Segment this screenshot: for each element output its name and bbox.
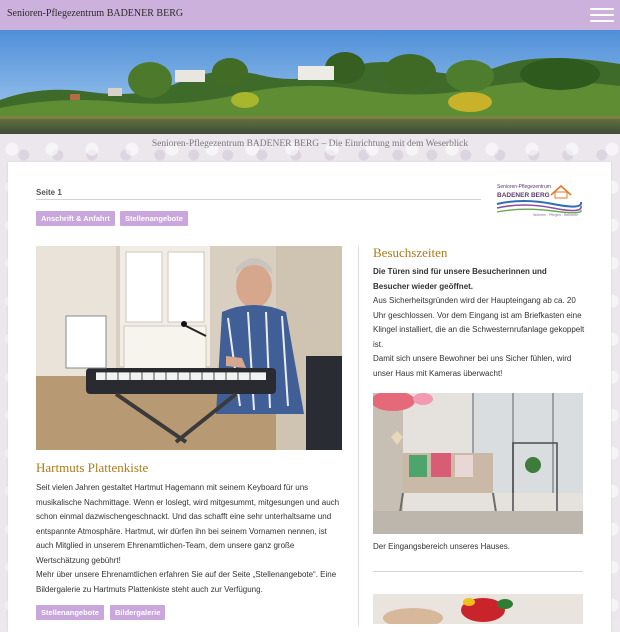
article-paragraph: Damit sich unsere Bewohner bei uns Sicher fühlen, wird unser Haus mit Kameras überwacht! xyxy=(373,354,572,378)
keyboard-player-photo[interactable] xyxy=(36,246,342,450)
tag-anschrift-anfahrt[interactable]: Anschrift & Anfahrt xyxy=(36,211,115,226)
page-divider xyxy=(36,199,481,200)
logo-line1: Senioren-Pflegezentrum xyxy=(497,184,551,190)
column-divider xyxy=(358,246,359,626)
article-body-plattenkiste xyxy=(36,481,342,597)
site-title[interactable]: Senioren-Pflegezentrum BADENER BERG xyxy=(7,8,184,19)
header-banner-image xyxy=(0,30,620,134)
article-paragraph: Mehr über unsere Ehrenamtlichen erfahren Sie auf der Seite „Stellenangebote“. Eine Bildergalerie zu Hartmuts Plattenkiste steht auch zur Verfügung. xyxy=(36,570,337,594)
logo-line2: BADENER BERG xyxy=(497,192,550,199)
article-title-plattenkiste: Hartmuts Plattenkiste xyxy=(36,460,149,475)
page-label: Seite 1 xyxy=(36,188,62,197)
article-lead: Die Türen sind für unsere Besucherinnen und Besucher wieder geöffnet. xyxy=(373,267,547,291)
banner-tagline: Senioren-Pflegezentrum BADENER BERG – Die Einrichtung mit dem Weserblick xyxy=(151,139,469,149)
top-bar xyxy=(0,0,620,30)
site-logo[interactable] xyxy=(493,182,585,222)
logo-slogan: Wohnen · Pflegen · Betreuen xyxy=(533,213,579,217)
hamburger-menu-icon[interactable] xyxy=(590,5,614,25)
article-body-besuchszeiten xyxy=(373,265,585,381)
article-paragraph: Seit vielen Jahren gestaltet Hartmut Hagemann mit seinem Keyboard für uns musikalische Nachmittage. Wenn er loslegt, wird mitgesummt, mitgesungen und auch schon einmal dazwischengeschnackt. Und das schafft eine sehr unterhaltsame und entspannte Atmosphäre. Hartmut, wir dürfen ihn bei seinem Vornamen nennen, ist auch Mitglied in unserem Ehrenamtlichen-Team, dem unsere ganz große Wertschätzung gebührt! xyxy=(36,483,340,565)
entrance-area-photo[interactable] xyxy=(373,393,583,534)
article-paragraph: Aus Sicherheitsgründen wird der Haupteingang ab ca. 20 Uhr geschlossen. Vor dem Eingang ist am Briefkasten eine Klingel installiert, die an die Schwesternrufanlage gekoppelt ist. xyxy=(373,296,585,349)
tag-stellenangebote-article[interactable]: Stellenangebote xyxy=(36,605,104,620)
article-title-besuchszeiten: Besuchszeiten xyxy=(373,245,448,260)
tag-stellenangebote[interactable]: Stellenangebote xyxy=(120,211,188,226)
entrance-photo-caption: Der Eingangsbereich unseres Hauses. xyxy=(373,542,510,551)
right-column-divider xyxy=(373,571,583,572)
tag-bildergalerie[interactable]: Bildergalerie xyxy=(110,605,165,620)
